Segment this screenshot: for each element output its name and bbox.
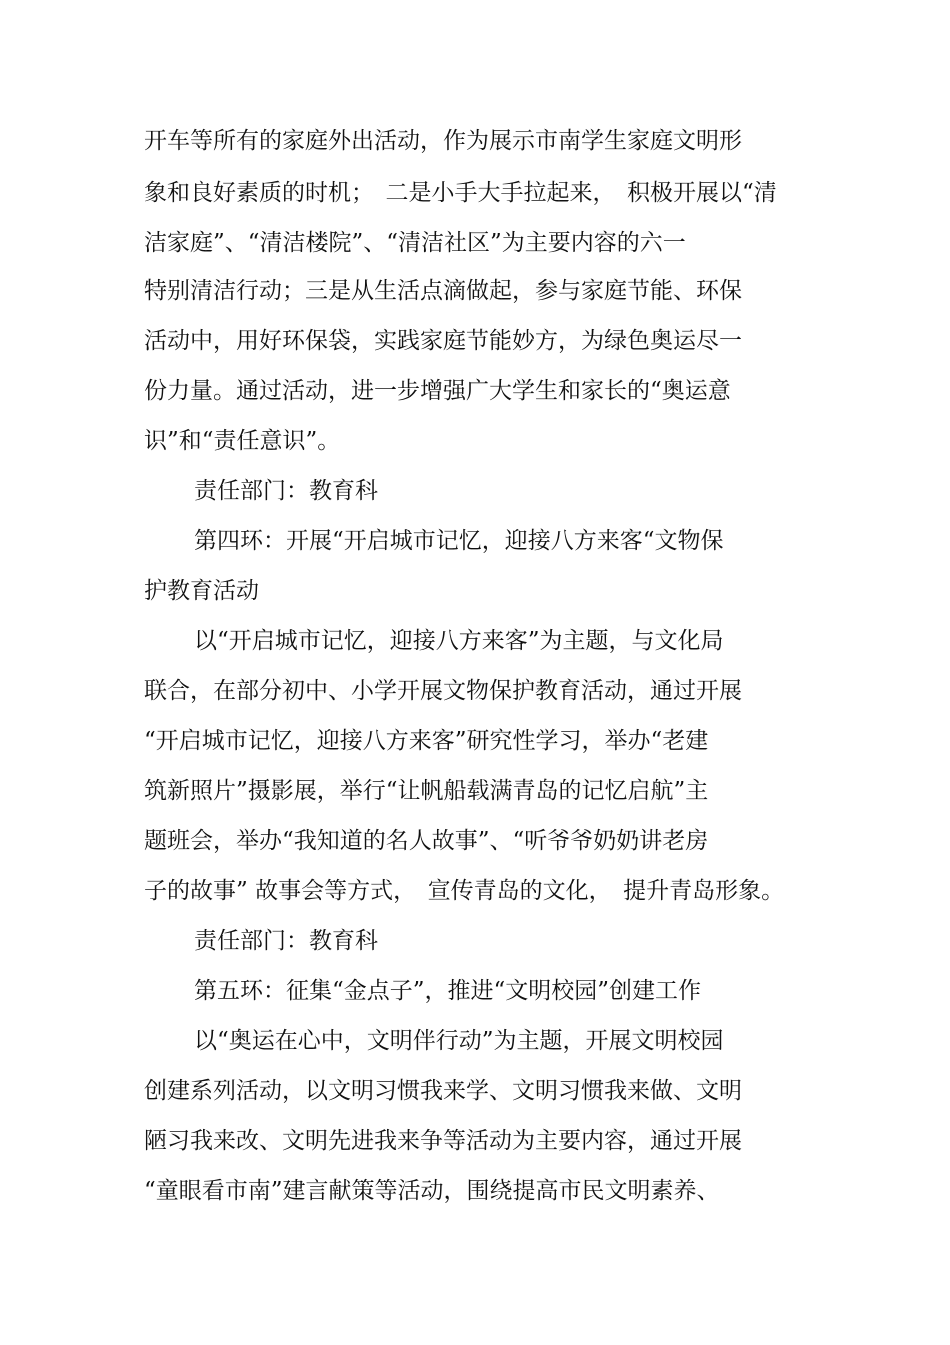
text-line: 联合，在部分初中、小学开展文物保护教育活动，通过开展 xyxy=(144,678,742,704)
section-heading: 第四环：开展“开启城市记忆，迎接八方来客“文物保 xyxy=(194,528,724,554)
text-line: 象和良好素质的时机； 二是小手大手拉起来， 积极开展以“清 xyxy=(144,180,777,206)
text-line: 活动中，用好环保袋，实践家庭节能妙方，为绿色奥运尽一 xyxy=(144,328,742,354)
text-line: 识”和“责任意识”。 xyxy=(144,428,341,454)
text-line: “开启城市记忆，迎接八方来客”研究性学习，举办“老建 xyxy=(144,728,709,754)
responsible-dept-line: 责任部门：教育科 xyxy=(194,928,378,954)
text-line: 子的故事” 故事会等方式， 宣传青岛的文化， 提升青岛形象。 xyxy=(144,878,785,904)
text-line: 份力量。通过活动，进一步增强广大学生和家长的“奥运意 xyxy=(144,378,731,404)
section-heading-cont: 护教育活动 xyxy=(144,578,259,604)
text-line: 创建系列活动，以文明习惯我来学、文明习惯我来做、文明 xyxy=(144,1078,742,1104)
text-line: 题班会，举办“我知道的名人故事”、“听爷爷奶奶讲老房 xyxy=(144,828,709,854)
responsible-dept-line: 责任部门：教育科 xyxy=(194,478,378,504)
paragraph-start: 以“奥运在心中，文明伴行动”为主题，开展文明校园 xyxy=(194,1028,724,1054)
text-line: 特别清洁行动；三是从生活点滴做起，参与家庭节能、环保 xyxy=(144,278,742,304)
text-line: 洁家庭”、“清洁楼院”、“清洁社区”为主要内容的六一 xyxy=(144,230,686,256)
text-line: “童眼看市南”建言献策等活动，围绕提高市民文明素养、 xyxy=(144,1178,720,1204)
text-line: 陋习我来改、文明先进我来争等活动为主要内容，通过开展 xyxy=(144,1128,742,1154)
section-heading: 第五环：征集“金点子”，推进“文明校园”创建工作 xyxy=(194,978,702,1004)
text-line: 开车等所有的家庭外出活动，作为展示市南学生家庭文明形 xyxy=(144,128,742,154)
paragraph-start: 以“开启城市记忆，迎接八方来客”为主题，与文化局 xyxy=(194,628,724,654)
text-line: 筑新照片”摄影展，举行“让帆船载满青岛的记忆启航”主 xyxy=(144,778,709,804)
